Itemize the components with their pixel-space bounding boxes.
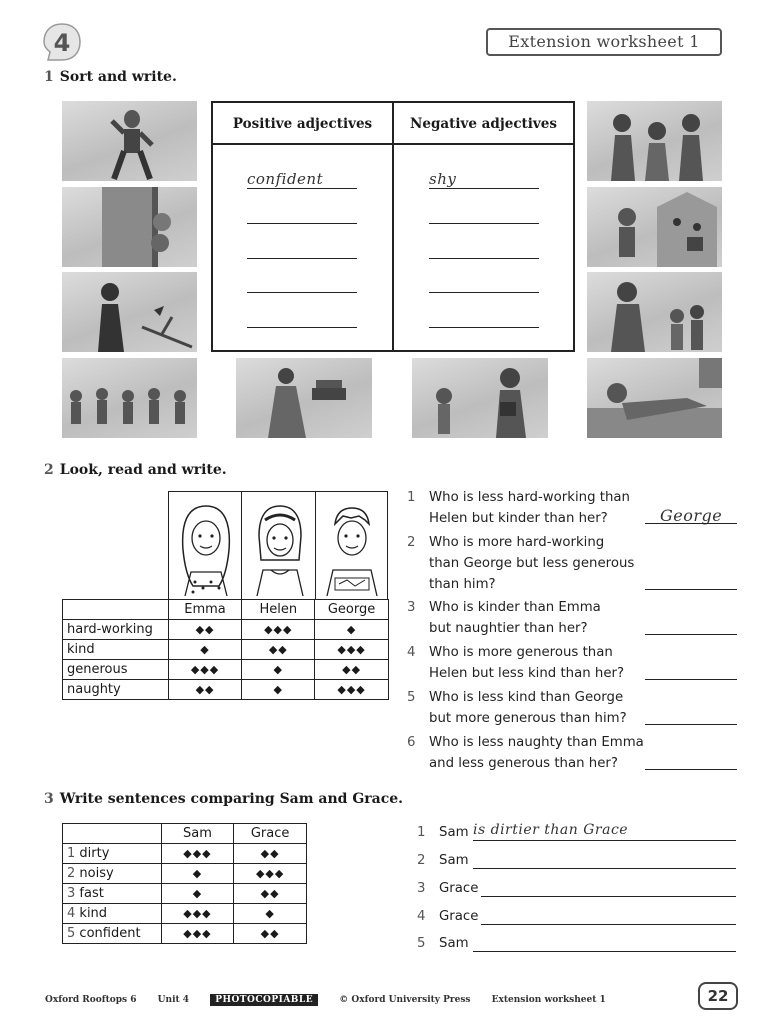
answer-line[interactable] xyxy=(247,188,357,189)
picture-dwarfs xyxy=(62,358,197,438)
answer-line[interactable] xyxy=(645,589,737,590)
answer-line[interactable] xyxy=(645,679,737,680)
negative-adjectives-header: Negative adjectives xyxy=(394,103,573,145)
table-row: naughty ◆◆ ◆ ◆◆◆ xyxy=(63,680,389,700)
svg-text:4: 4 xyxy=(53,29,71,57)
portraits-frame xyxy=(168,491,388,599)
table-row: kind ◆ ◆◆ ◆◆◆ xyxy=(63,640,389,660)
answer-line[interactable] xyxy=(473,951,736,952)
answer-line[interactable] xyxy=(645,523,737,524)
example-positive: confident xyxy=(247,170,324,188)
question-6: 6 Who is less naughty than Emma and less generous than her? xyxy=(407,735,644,771)
section2-heading: 2 Look, read and write. xyxy=(44,462,227,478)
emma-portrait xyxy=(175,500,237,596)
question-2: 2 Who is more hard-working than George but less generous than him? xyxy=(407,535,635,592)
answer-line[interactable] xyxy=(247,327,357,328)
table-row: 3 fast ◆ ◆◆ xyxy=(63,884,307,904)
question-4: 4 Who is more generous than Helen but less kind than her? xyxy=(407,645,625,681)
helen-portrait xyxy=(249,500,311,596)
picture-confident-boy xyxy=(62,101,197,181)
answer-line[interactable] xyxy=(247,223,357,224)
section3-heading: 3 Write sentences comparing Sam and Grace. xyxy=(44,791,404,807)
table-row: 2 noisy ◆ ◆◆◆ xyxy=(63,864,307,884)
george-portrait xyxy=(321,500,383,596)
section1-heading: 1 Sort and write. xyxy=(44,69,177,85)
answer-line[interactable] xyxy=(645,724,737,725)
answer-line[interactable] xyxy=(473,868,736,869)
picture-woman-bird xyxy=(62,272,197,352)
positive-adjectives-header: Positive adjectives xyxy=(213,103,392,145)
answer-line[interactable] xyxy=(429,188,539,189)
picture-woman-boy xyxy=(412,358,548,438)
picture-three-women xyxy=(587,101,722,181)
answer-line[interactable] xyxy=(481,924,736,925)
picture-tired-man xyxy=(587,358,722,438)
name-helen: Helen xyxy=(242,600,315,620)
picture-candy-house xyxy=(587,187,722,267)
question-3: 3 Who is kinder than Emma but naughtier than her? xyxy=(407,600,601,636)
picture-man-children xyxy=(587,272,722,352)
picture-woman-cake xyxy=(236,358,372,438)
answer-line[interactable] xyxy=(429,327,539,328)
picture-shy-children xyxy=(62,187,197,267)
answer-line[interactable] xyxy=(481,896,736,897)
page-number: 22 xyxy=(698,982,738,1010)
footer-unit: Unit 4 xyxy=(157,995,190,1005)
sentence-5: 5 Sam xyxy=(417,936,469,951)
table-row: 1 dirty ◆◆◆ ◆◆ xyxy=(63,844,307,864)
example-negative: shy xyxy=(429,170,457,188)
footer-worksheet: Extension worksheet 1 xyxy=(491,995,606,1005)
col-sam: Sam xyxy=(161,824,234,844)
answer-line[interactable] xyxy=(645,634,737,635)
table-row: generous ◆◆◆ ◆ ◆◆ xyxy=(63,660,389,680)
footer-photocopiable: PHOTOCOPIABLE xyxy=(210,994,318,1006)
sentence-1-example: is dirtier than Grace xyxy=(473,822,629,838)
table-row: hard-working ◆◆ ◆◆◆ ◆ xyxy=(63,620,389,640)
sentence-3: 3 Grace xyxy=(417,881,479,896)
sentence-1: 1 Sam xyxy=(417,825,469,840)
name-emma: Emma xyxy=(168,600,242,620)
question-5: 5 Who is less kind than George but more generous than him? xyxy=(407,690,627,726)
answer-line[interactable] xyxy=(429,292,539,293)
sam-grace-table xyxy=(62,823,307,944)
col-grace: Grace xyxy=(234,824,307,844)
footer-copyright: © Oxford University Press xyxy=(339,995,471,1005)
name-george: George xyxy=(315,600,389,620)
unit-badge xyxy=(42,22,82,62)
answer-line[interactable] xyxy=(247,258,357,259)
answer-line[interactable] xyxy=(429,223,539,224)
worksheet-title: Extension worksheet 1 xyxy=(486,28,722,56)
answer-1-example: George xyxy=(660,506,723,525)
answer-line[interactable] xyxy=(645,769,737,770)
footer-book: Oxford Rooftops 6 xyxy=(45,995,137,1005)
comparison-table xyxy=(62,599,389,700)
answer-line[interactable] xyxy=(247,292,357,293)
table-row: 4 kind ◆◆◆ ◆ xyxy=(63,904,307,924)
question-1: 1 Who is less hard-working than Helen but kinder than her? xyxy=(407,490,630,526)
answer-line[interactable] xyxy=(429,258,539,259)
answer-line[interactable] xyxy=(473,840,736,841)
footer xyxy=(45,995,624,1005)
sentence-2: 2 Sam xyxy=(417,853,469,868)
sentence-4: 4 Grace xyxy=(417,909,479,924)
sort-table xyxy=(211,101,575,352)
table-row: 5 confident ◆◆◆ ◆◆ xyxy=(63,924,307,944)
